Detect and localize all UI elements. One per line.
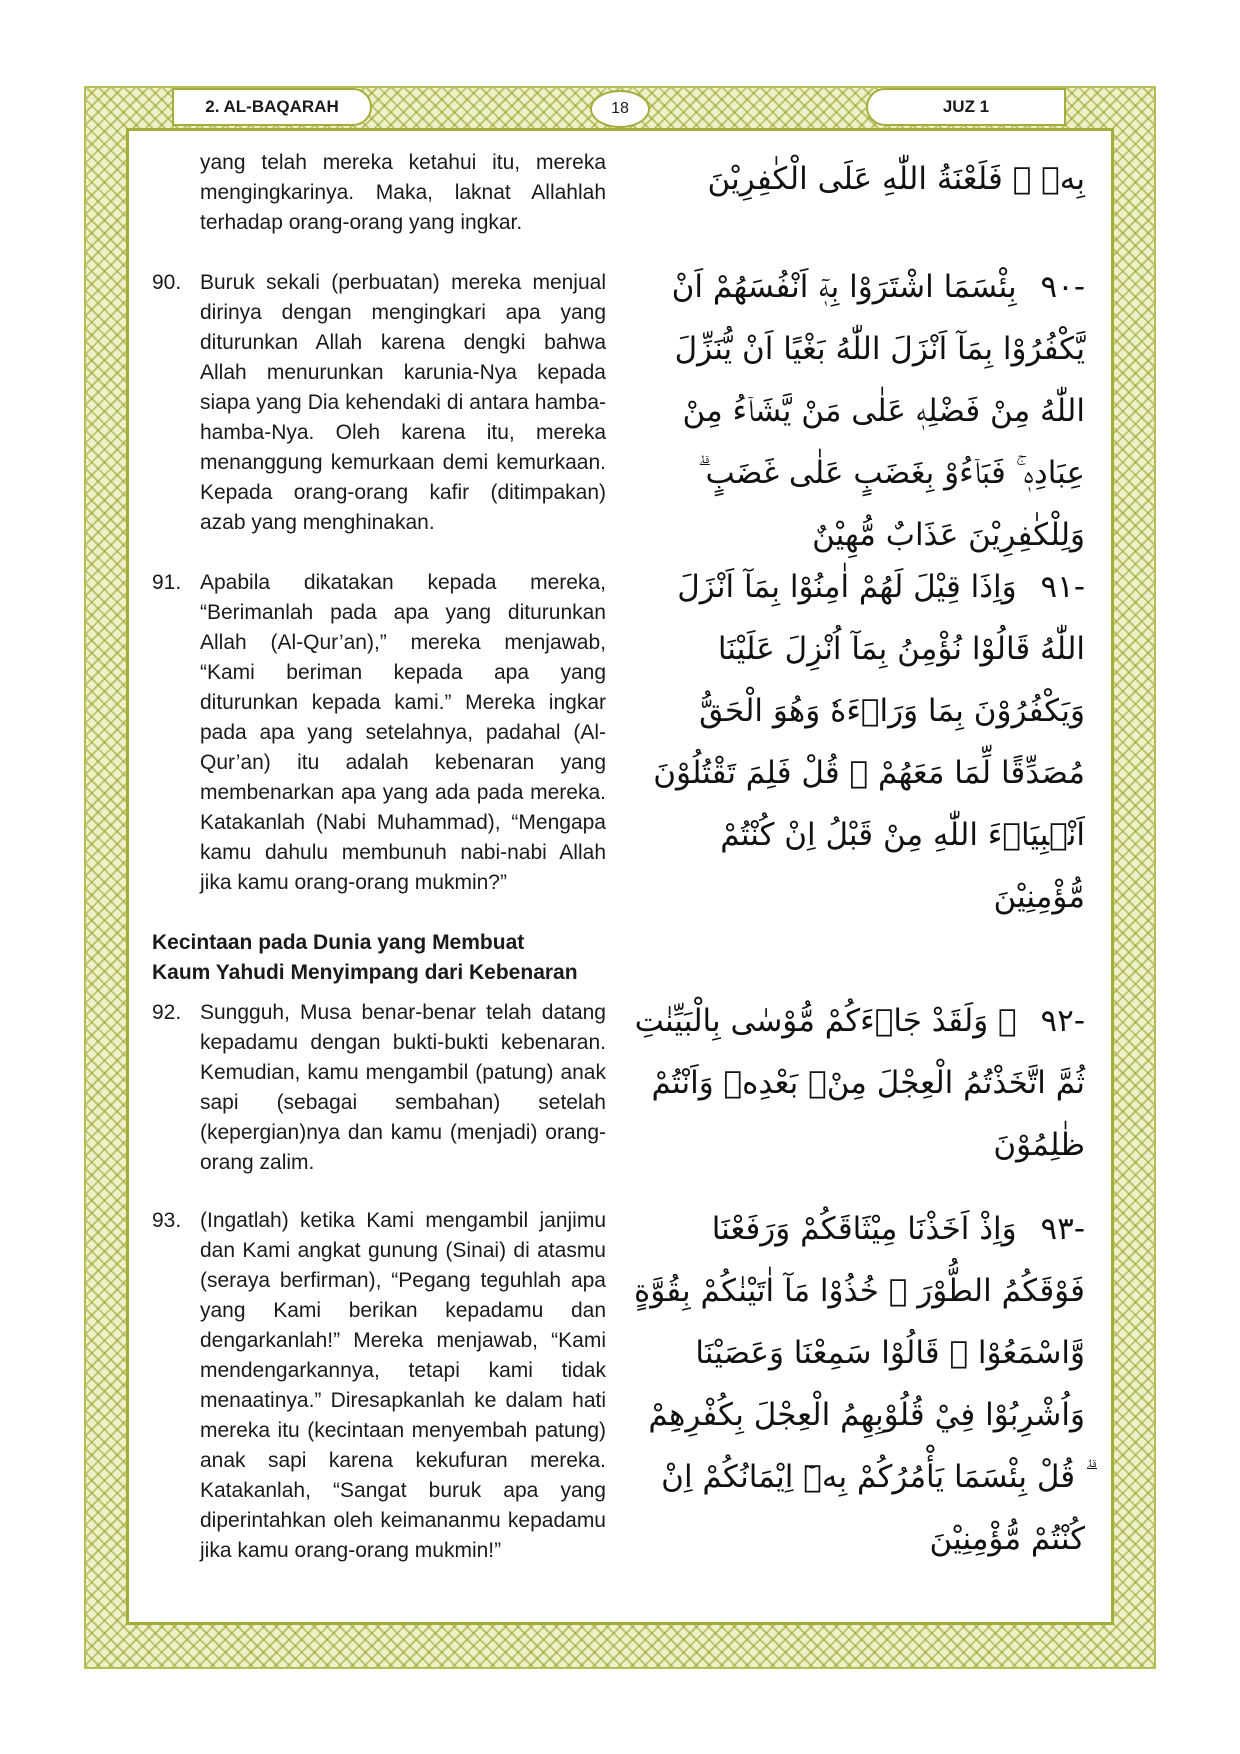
translation-text: (Ingatlah) ketika Kami mengambil janjimu dan Kami angkat gunung (Sinai) di atasmu (seraya berfirman), “Pegang teguhlah apa yang Kami berikan kepadamu dan dengarkanlah!” Mereka menjawab, “Kami mendengarkannya, tetapi kami tidak menaatinya.” Diresapkanlah ke dalam hati mereka itu (kecintaan menyembah patung) anak sapi karena kekufuran mereka. Katakanlah, “Sangat buruk apa yang diperintahkan oleh keimananmu kepadamu jika kamu orang-orang mukmin!” [200,1209,606,1562]
surah-title: 2. AL-BAQARAH [172,88,372,126]
arabic-text: بِئْسَمَا اشْتَرَوْا بِهٖٓ اَنْفُسَهُمْ اَنْ يَّكْفُرُوْا بِمَآ اَنْزَلَ اللّٰهُ بَغْيًا اَنْ يُّنَزِّلَ اللّٰهُ مِنْ فَضْلِهٖ عَلٰى مَنْ يَّشَاۤءُ مِنْ عِبَادِهٖ ۚ فَبَاۤءُوْ بِغَضَبٍ عَلٰى غَضَبٍ ۗ وَلِلْكٰفِرِيْنَ عَذَابٌ مُّهِيْنٌ [671,269,1085,553]
translation-continuation [152,148,606,238]
translation-verse-90 [152,268,606,538]
translation-verse-91 [152,568,606,898]
verse-number: 91. [152,571,182,594]
translation-text: Buruk sekali (perbuatan) mereka menjual dirinya dengan mengingkari apa yang diturunkan Allah karena dengki bahwa Allah menurunkan karunia-Nya kepada siapa yang Dia kehendaki di antara hamba-hamba-Nya. Oleh karena itu, mereka menanggung kemurkaan demi kemurkaan. Kepada orang-orang kafir (ditimpakan) azab yang menghinakan. [200,271,606,534]
verse-number: 93. [152,1209,182,1232]
arabic-text: وَاِذْ اَخَذْنَا مِيْثَاقَكُمْ وَرَفَعْنَا فَوْقَكُمُ الطُّوْرَ ۗ خُذُوْا مَآ اٰتَيْنٰكُمْ بِقُوَّةٍ وَّاسْمَعُوْا ۗ قَالُوْا سَمِعْنَا وَعَصَيْنَا وَاُشْرِبُوْا فِيْ قُلُوْبِهِمُ الْعِجْلَ بِكُفْرِهِمْ ۗ قُلْ بِئْسَمَا يَأْمُرُكُمْ بِهٖٓ اِيْمَانُكُمْ اِنْ كُنْتُمْ مُّؤْمِنِيْنَ [634,1211,1085,1557]
translation-text: Sungguh, Musa benar-benar telah datang kepadamu dengan bukti-bukti kebenaran. Kemudian, kamu mengambil (patung) anak sapi (sebagai sembahan) setelah (kepergian)nya dan kamu (menjadi) orang-orang zalim. [200,1001,606,1174]
arabic-verse-number: -٩١ [1040,569,1085,605]
arabic-verse-90 [625,256,1085,566]
translation-verse-92 [152,998,606,1178]
verse-number: 90. [152,271,182,294]
section-heading-line: Kaum Yahudi Menyimpang dari Kebenaran [152,961,578,984]
arabic-verse-number: -٩٣ [1040,1211,1085,1247]
arabic-continuation [625,148,1085,210]
arabic-verse-93 [625,1198,1085,1570]
arabic-verse-91 [625,556,1085,928]
page-number: 18 [590,90,650,128]
section-heading [152,928,606,988]
arabic-verse-number: -٩٢ [1040,1003,1085,1039]
verse-number: 92. [152,1001,182,1024]
arabic-text: ۞ وَلَقَدْ جَاۤءَكُمْ مُّوْسٰى بِالْبَيِّنٰتِ ثُمَّ اتَّخَذْتُمُ الْعِجْلَ مِنْۢ بَعْدِهٖ وَاَنْتُمْ ظٰلِمُوْنَ [634,1003,1085,1163]
juz-label: JUZ 1 [866,88,1066,126]
arabic-text: وَاِذَا قِيْلَ لَهُمْ اٰمِنُوْا بِمَآ اَنْزَلَ اللّٰهُ قَالُوْا نُؤْمِنُ بِمَآ اُنْزِلَ عَلَيْنَا وَيَكْفُرُوْنَ بِمَا وَرَاۤءَهٗ وَهُوَ الْحَقُّ مُصَدِّقًا لِّمَا مَعَهُمْ ۗ قُلْ فَلِمَ تَقْتُلُوْنَ اَنْۢبِيَاۤءَ اللّٰهِ مِنْ قَبْلُ اِنْ كُنْتُمْ مُّؤْمِنِيْنَ [653,569,1085,915]
translation-text: Apabila dikatakan kepada mereka, “Berimanlah pada apa yang diturunkan Allah (Al-Qur’an),” mereka menjawab, “Kami beriman kepada apa yang diturunkan kepada kami.” Mereka ingkar pada apa yang setelahnya, padahal (Al-Qur’an) itu adalah kebenaran yang membenarkan apa yang ada pada mereka. Katakanlah (Nabi Muhammad), “Mengapa kamu dahulu membunuh nabi-nabi Allah jika kamu orang-orang mukmin?” [200,571,606,894]
translation-verse-93 [152,1206,606,1566]
arabic-verse-92 [625,990,1085,1176]
section-heading-line: Kecintaan pada Dunia yang Membuat [152,931,525,954]
translation-text: yang telah mereka ketahui itu, mereka mengingkarinya. Maka, laknat Allahlah terhadap orang-orang yang ingkar. [200,151,606,234]
arabic-text: بِهٖ ۖ فَلَعْنَةُ اللّٰهِ عَلَى الْكٰفِرِيْنَ [707,161,1085,197]
arabic-verse-number: -٩٠ [1040,269,1085,305]
